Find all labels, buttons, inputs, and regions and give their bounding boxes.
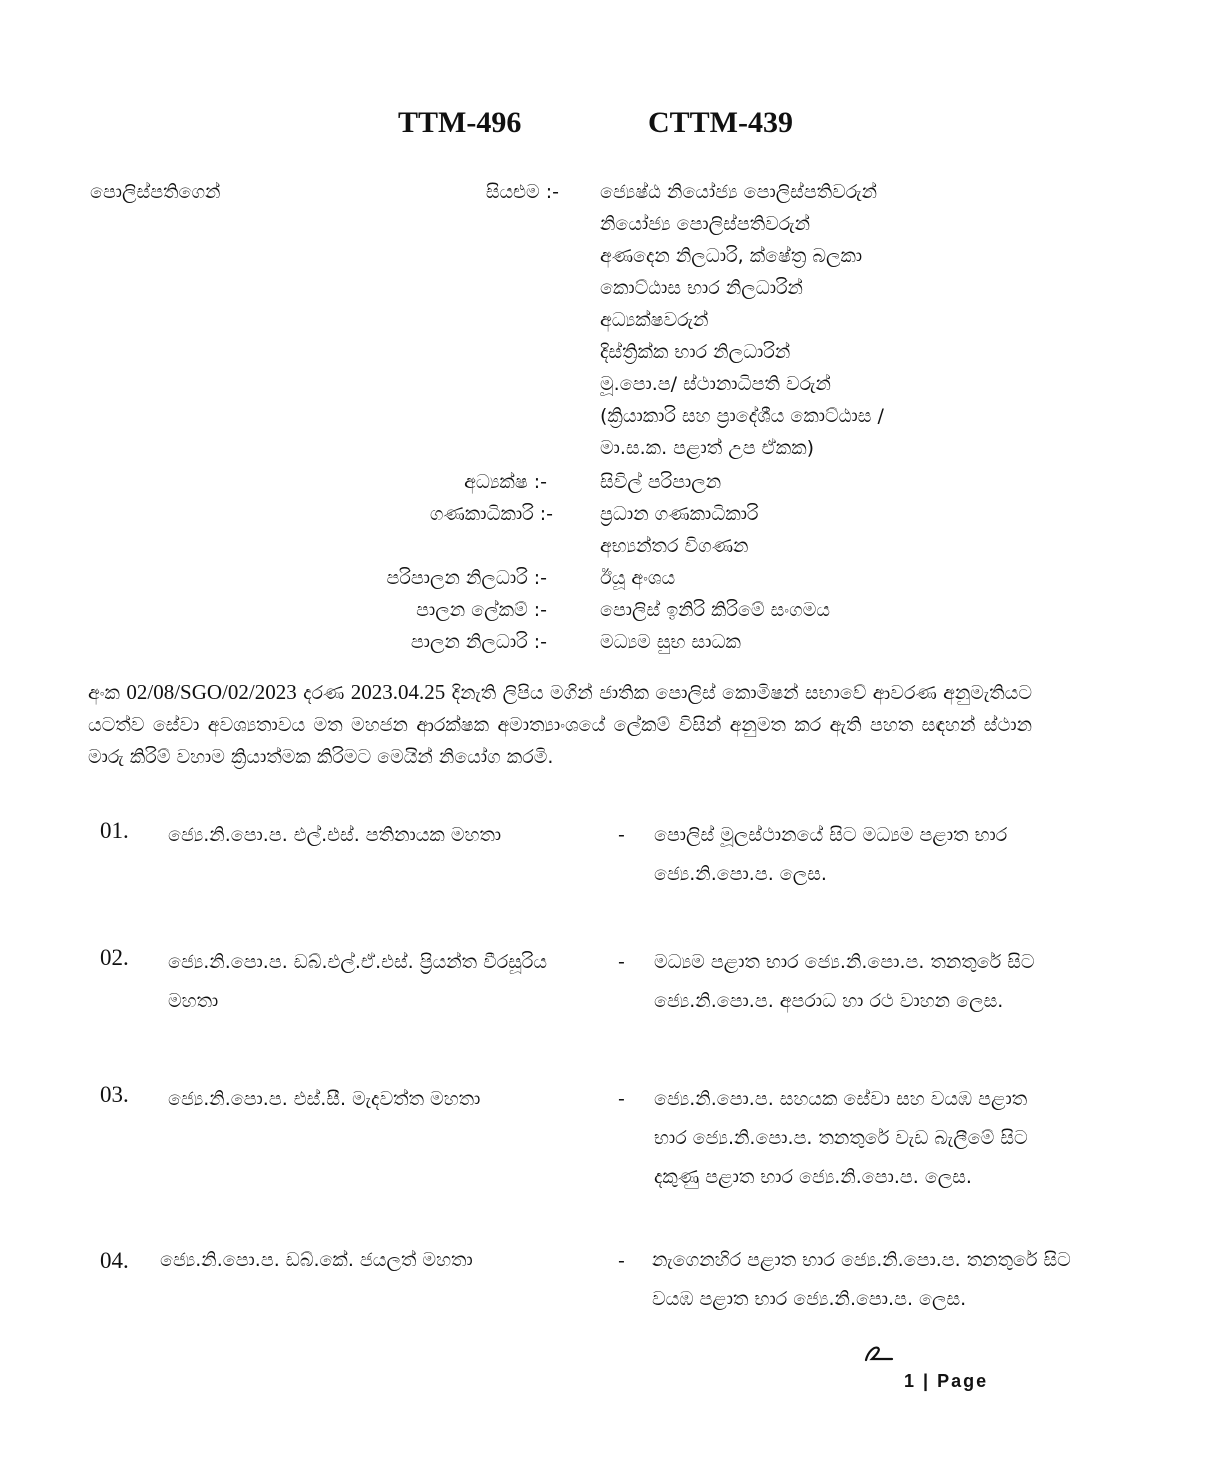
page-footer <box>904 1371 988 1392</box>
addressee-line: සිවිල් පරිපාලන <box>600 471 722 493</box>
reference-prefix: අංක <box>88 682 120 704</box>
paragraph-text: දිනැති ලිපිය මගින් ජාතික පොලිස් කොමිෂන් සභාවේ ආවරණ අනුමැතියට යටත්ව සේවා අවශ්‍යතාවය මත මහජන ආරක්ෂක අමාත්‍යාංශයේ ලේකම් විසින් අනුමත කර ඇති පහත සඳහන් ස්ථාන මාරු කිරිම් වහාම ක්‍රියාත්මක කිරිමට මෙයින් නියෝග කරමි. <box>88 682 1033 768</box>
transfer-dash: - <box>618 1088 625 1110</box>
reference-date: 2023.04.25 <box>350 680 446 704</box>
addressee-line: ඊයූ අංශය <box>600 567 676 589</box>
transfer-dash: - <box>618 951 625 973</box>
addressee-line: මා.ස.ක. පළාත් උප ඒකක) <box>600 437 815 459</box>
addressee-list-all <box>600 176 884 464</box>
transfer-officer: ජ්‍යෙ.නි.පො.ප. ඩබ්.එල්.ඒ.එස්. ප්‍රියන්ත වීරසූරිය මහතා <box>168 951 548 1012</box>
addressee-list-accountant <box>600 498 759 562</box>
transfer-destination: නැගෙනහිර පළාත භාර ජ්‍යෙ.නි.පො.ප. තනතුරේ සිට වයඹ පළාත භාර ජ්‍යෙ.නි.පො.ප. ලෙස. <box>652 1249 1071 1310</box>
transfer-destination: ජ්‍යෙ.නි.පො.ප. සහයක සේවා සහ වයඹ පළාත භාර ජ්‍යෙ.නි.පො.ප. තනතුරේ වැඩ බැලීමේ සිට දකුණු පළාත භාර ජ්‍යෙ.නි.පො.ප. ලෙස. <box>654 1088 1028 1188</box>
order-paragraph <box>88 676 1032 773</box>
transfer-dash: - <box>618 824 625 846</box>
addressee-label-director: අධ්‍යක්ෂ :- <box>464 471 547 493</box>
page-label: Page <box>937 1371 989 1391</box>
initials-signature <box>862 1340 896 1366</box>
addressee-label-admin-secretary: පාලන ලේකම් :- <box>416 599 547 621</box>
transfer-destination: මධ්‍යම පළාත භාර ජ්‍යෙ.නි.පො.ප. තනතුරේ සිට ජ්‍යෙ.නි.පො.ප. අපරාධ හා රථ වාහන ලෙස. <box>654 951 1035 1012</box>
transfer-officer: ජ්‍යෙ.නි.පො.ප. එස්.සී. මැදවත්ත මහතා <box>168 1088 481 1110</box>
addressee-line: අධ්‍යක්ෂවරුන් <box>600 309 709 331</box>
transfer-number: 03. <box>100 1082 129 1107</box>
addressee-label-admin-officer: පරිපාලන නිලධාරි :- <box>386 567 547 589</box>
addressee-line: (ක්‍රියාකාරි සහ ප්‍රාදේශීය කොට්ඨාස / <box>600 405 884 427</box>
reference-number: 02/08/SGO/02/2023 <box>126 680 297 704</box>
addressee-line: පොලිස් ඉනිරි කිරිමේ සංගමය <box>600 599 831 621</box>
transfer-number: 01. <box>100 818 129 843</box>
addressee-label-control-officer: පාලන නිලධාරි :- <box>410 631 547 653</box>
from-label: පොලිස්පතිගෙන් <box>90 181 221 203</box>
transfer-destination: පොලිස් මූලස්ථානයේ සිට මධ්‍යම පළාත භාර ජ්‍යෙ.නි.පො.ප. ලෙස. <box>654 824 1008 885</box>
dated-word: දරණ <box>303 682 345 704</box>
addressee-label-all: සියළුම :- <box>485 181 559 203</box>
addressee-line: කොට්ඨාස භාර නිලධාරින් <box>600 277 803 299</box>
addressee-line: මූ.පො.ප/ ස්ථානාධිපති වරුන් <box>600 373 831 395</box>
page-number: 1 <box>904 1371 917 1391</box>
transfer-officer: ජ්‍යෙ.නි.පො.ප. ඩබ්.කේ. ජයලත් මහතා <box>160 1249 473 1271</box>
transfer-dash: - <box>618 1250 625 1272</box>
page-separator: | <box>923 1371 931 1391</box>
addressee-line: දිස්ත්‍රික්ක භාර නිලධාරින් <box>600 341 791 363</box>
ttm-code: TTM-496 <box>398 106 522 139</box>
transfer-officer: ජ්‍යෙ.නි.පො.ප. එල්.එස්. පතිනායක මහතා <box>168 824 502 846</box>
transfer-number: 02. <box>100 945 129 970</box>
transfer-number: 04. <box>100 1248 129 1273</box>
cttm-code: CTTM-439 <box>648 106 793 139</box>
addressee-line: අභ්‍යන්තර විගණන <box>600 535 749 557</box>
addressee-line: ප්‍රධාන ගණකාධිකාරි <box>600 503 759 525</box>
addressee-line: ජ්‍යෙෂ්ඨ නියෝජ්‍ය පොලිස්පතිවරුන් <box>600 181 878 203</box>
addressee-line: මධ්‍යම සුභ සාධක <box>600 631 741 653</box>
addressee-line: අණදෙන නිලධාරි, ක්ෂේත්‍ර බලකා <box>600 245 863 267</box>
addressee-line: නියෝජ්‍ය පොලිස්පතිවරුන් <box>600 213 811 235</box>
addressee-label-accountant: ගණකාධිකාරි :- <box>429 503 553 525</box>
